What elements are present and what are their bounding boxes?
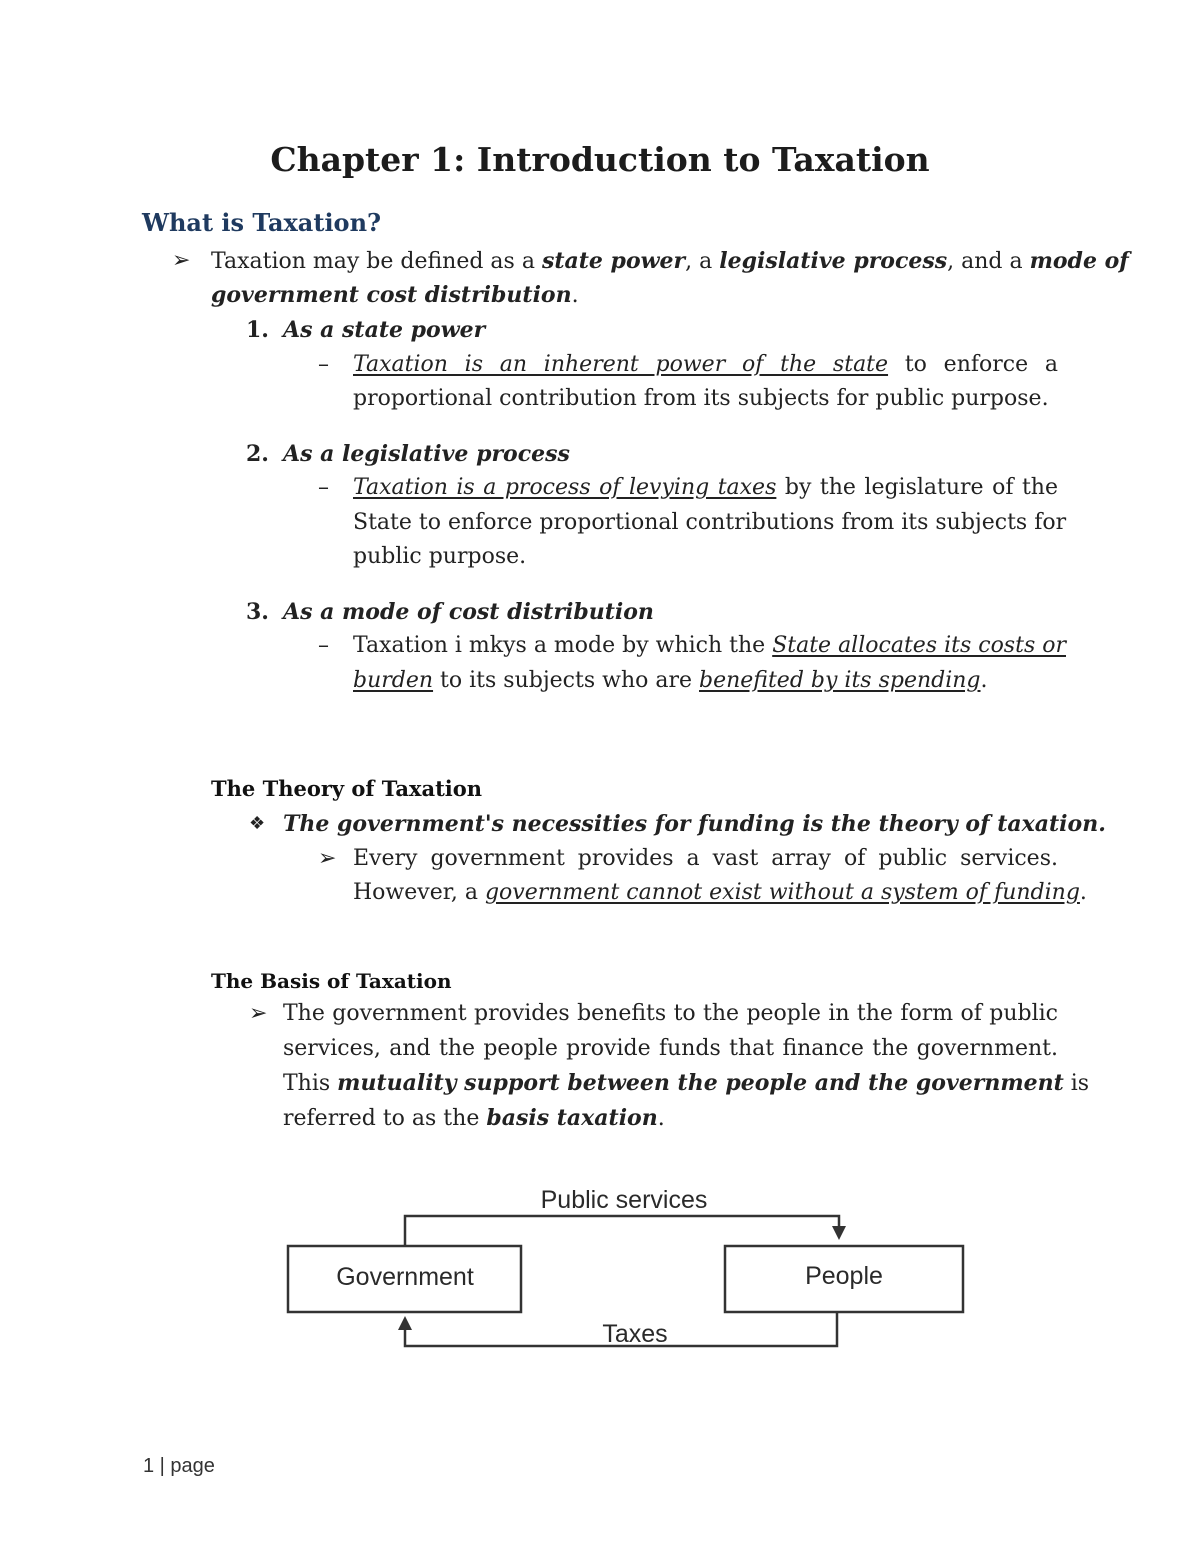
item-heading-cost-distribution: As a mode of cost distribution [283, 599, 654, 625]
section-heading-theory: The Theory of Taxation [211, 776, 483, 801]
item-number-2: 2. [246, 441, 269, 467]
people-label: People [805, 1262, 883, 1290]
item-2-line-3: public purpose. [353, 544, 527, 569]
theory-line-1: Every government provides a vast array of public services. [353, 846, 1058, 871]
taxes-label: Taxes [602, 1320, 668, 1348]
page-number-footer: 1 | page [143, 1455, 215, 1477]
government-label: Government [336, 1263, 474, 1291]
theory-statement: The government's necessities for funding is the theory of taxation. [283, 811, 1106, 837]
item-heading-state-power: As a state power [283, 317, 486, 343]
dash-bullet: – [318, 633, 329, 658]
arrow-bullet-icon: ➢ [318, 846, 337, 871]
basis-line-1: The government provides benefits to the people in the form of public [283, 1001, 1058, 1026]
arrow-bullet-icon: ➢ [172, 248, 191, 273]
dash-bullet: – [318, 475, 329, 500]
intro-line-2: government cost distribution. [211, 282, 579, 308]
public-services-arrow-line [405, 1216, 839, 1246]
taxation-flow-diagram [270, 1170, 990, 1370]
basis-line-3: This mutuality support between the people and the government is [283, 1070, 1090, 1096]
page-title: Chapter 1: Introduction to Taxation [270, 140, 930, 179]
item-1-line-1: Taxation is an inherent power of the state to enforce a [353, 352, 1058, 377]
item-1-line-2: proportional contribution from its subjects for public purpose. [353, 386, 1049, 411]
public-services-label: Public services [540, 1186, 708, 1214]
basis-line-2: services, and the people provide funds that finance the government. [283, 1036, 1058, 1061]
arrow-up-icon [398, 1316, 412, 1330]
arrow-down-icon [832, 1226, 846, 1240]
item-3-line-2: burden to its subjects who are benefited by its spending. [353, 668, 988, 693]
diamond-bullet-icon: ❖ [249, 813, 266, 834]
theory-line-2: However, a government cannot exist without a system of funding. [353, 880, 1087, 905]
dash-bullet: – [318, 352, 329, 377]
item-number-1: 1. [246, 317, 269, 343]
section-heading-basis: The Basis of Taxation [211, 969, 452, 993]
section-heading-what-is-taxation: What is Taxation? [142, 208, 382, 237]
item-3-line-1: Taxation i mkys a mode by which the State allocates its costs or [353, 633, 1066, 658]
item-2-line-2: State to enforce proportional contributions from its subjects for [353, 510, 1067, 535]
intro-line-1: Taxation may be defined as a state power, a legislative process, and a mode of [211, 248, 1129, 274]
basis-line-4: referred to as the basis taxation. [283, 1105, 665, 1131]
item-heading-legislative-process: As a legislative process [283, 441, 570, 467]
item-number-3: 3. [246, 599, 269, 625]
item-2-line-1: Taxation is a process of levying taxes by the legislature of the [353, 475, 1058, 500]
arrow-bullet-icon: ➢ [249, 1001, 268, 1026]
